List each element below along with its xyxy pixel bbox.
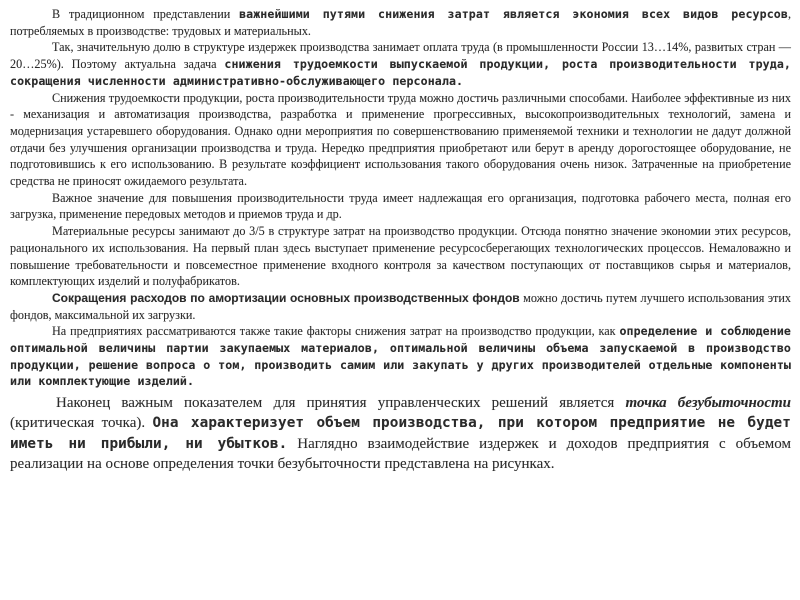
paragraph-2 — [10, 39, 791, 89]
emphasized-text-segment: определение и соблюдение оптимальной величины партии закупаемых материалов, оптимальной величины объема запускаемой в производство продукции, решение вопроса о том, производить самим или закупать у других производителей отдельные компоненты или комплектующие изделий. — [10, 324, 792, 389]
emphasized-text-segment: Сокращения расходов по амортизации основных производственных фондов — [52, 290, 520, 305]
paragraph-5 — [10, 223, 791, 290]
paragraph-6 — [10, 290, 791, 323]
text-segment: Материальные ресурсы занимают до 3/5 в структуре затрат на производство продукции. Отсюда понятно значение экономии этих ресурсов, рационального их использования. На первый план здесь выступает применение ресурсосберегающих технологических процессов. Немаловажно и повышение требовательности и повсеместное применение входного контроля за качеством поступающих от поставщиков сырья и материалов, комплектующих изделий и полуфабрикатов. — [10, 224, 791, 289]
large-text-block — [10, 393, 791, 474]
text-segment: Наглядно взаимодействие издержек и доходов предприятия с объемом реализации на основе определения точки безубыточности представлена на рисунках. — [10, 435, 791, 473]
text-segment: можно достичь путем лучшего использования этих фондов, максимальной их загрузки. — [10, 290, 791, 322]
text-segment: Наконец важным показателем для принятия управленческих решений является — [56, 395, 626, 412]
paragraph-4 — [10, 190, 791, 223]
document-page — [10, 6, 791, 474]
paragraph-7 — [10, 323, 791, 390]
paragraph-8 — [10, 393, 791, 474]
text-segment: На предприятиях рассматриваются также такие факторы снижения затрат на производство продукции, как — [52, 324, 620, 339]
emphasized-text-segment: Она характеризует объем производства, при котором предприятие не будет иметь ни прибыли, ни убытков. — [10, 415, 791, 452]
text-segment: (критическая точка). — [10, 415, 153, 432]
emphasized-text-segment: важнейшими путями снижения затрат является экономия всех видов ресурсов — [239, 7, 788, 21]
text-segment: В традиционном представлении — [52, 7, 240, 21]
small-text-block — [10, 6, 791, 390]
emphasized-text-segment: снижения трудоемкости выпускаемой продукции, роста производительности труда, сокращения численности административно-обслуживающего персонала. — [10, 57, 791, 88]
text-segment: , потребляемых в производстве: трудовых и материальных. — [10, 7, 791, 38]
paragraph-1 — [10, 6, 791, 39]
emphasized-text-segment: точка безубыточности — [625, 395, 792, 412]
text-segment: Снижения трудоемкости продукции, роста производительности труда можно достичь различными способами. Наиболее эффективные из них - механизация и автоматизация производства, разработка и применение прогрессивных, высокопроизводительных технологий, замена и модернизация устаревшего оборудования. Однако одни мероприятия по совершенствованию применяемой техники и технологии не дадут должной отдачи без улучшения организации производства и труда. Нередко предприятия приобретают или берут в аренду дорогостоящее оборудование, не подготовившись к его использованию. В результате коэффициент использования такого оборудования очень низок. Затраченные на приобретение средства не приносят ожидаемого результата. — [10, 90, 791, 189]
text-segment: Важное значение для повышения производительности труда имеет надлежащая его организация, подготовка рабочего места, полная его загрузка, применение передовых методов и приемов труда и др. — [10, 190, 791, 222]
text-segment: Так, значительную долю в структуре издержек производства занимает оплата труда (в промышленности России 13…14%, развитых стран — 20…25%). Поэтому актуальна задача — [10, 40, 791, 72]
paragraph-3 — [10, 90, 791, 190]
